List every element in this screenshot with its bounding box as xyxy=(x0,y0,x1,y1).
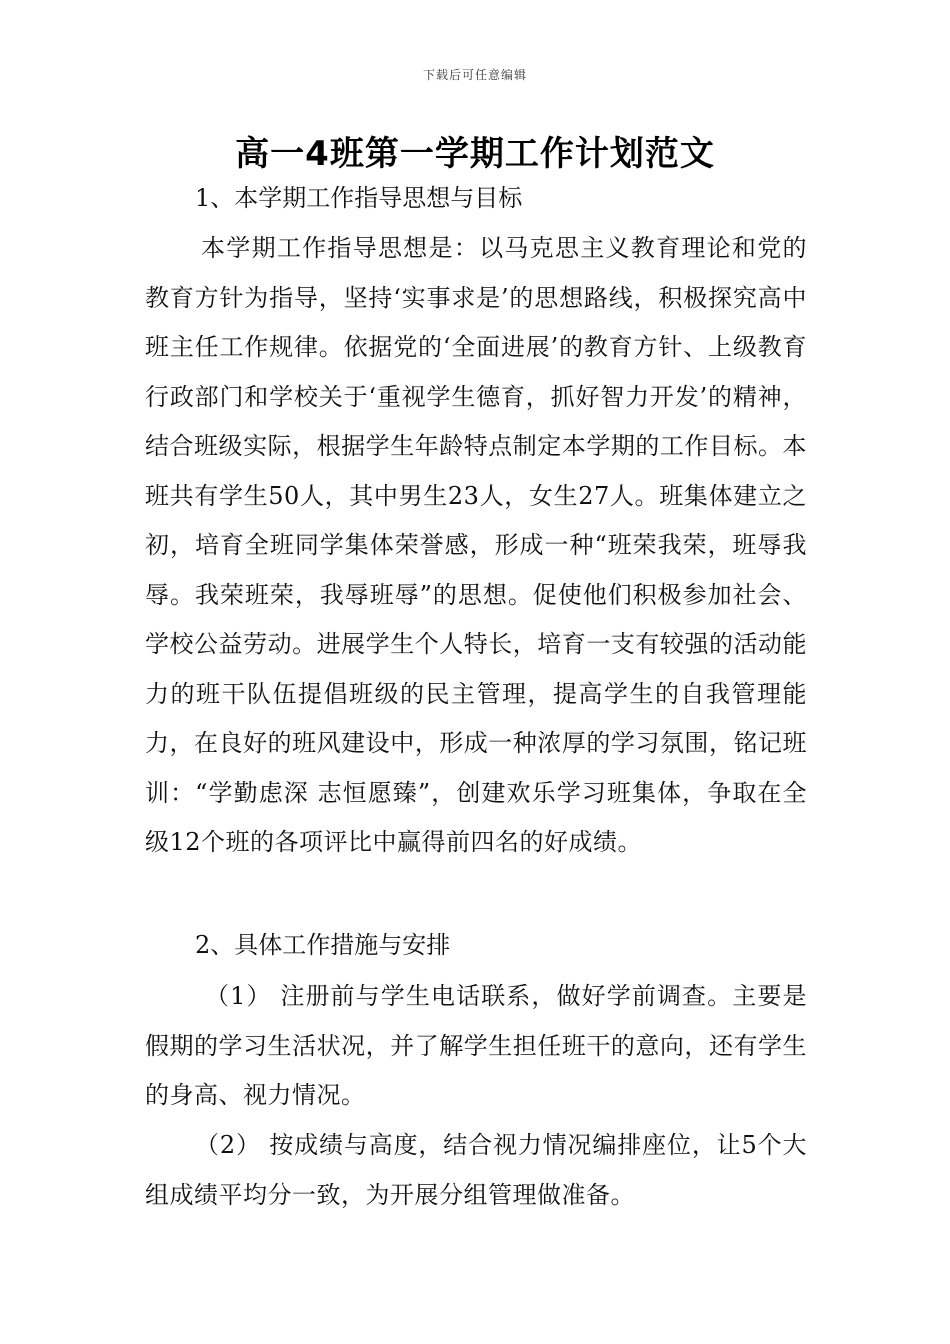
section-2-item-1: （1） 注册前与学生电话联系，做好学前调查。主要是假期的学习生活状况，并了解学生担任班干的意向，还有学生的身高、视力情况。 xyxy=(145,982,807,1109)
section-1-heading: 1、本学期工作指导思想与目标 xyxy=(195,184,523,212)
document-title: 高一4班第一学期工作计划范文 xyxy=(235,134,715,174)
section-2-heading: 2、具体工作措施与安排 xyxy=(195,931,451,959)
section-1-paragraph: 本学期工作指导思想是：以马克思主义教育理论和党的教育方针为指导，坚持‘实事求是’的思想路线，积极探究高中班主任工作规律。依据党的‘全面进展’的教育方针、上级教育行政部门和学校关于‘重视学生德育，抓好智力开发’的精神，结合班级实际，根据学生年龄特点制定本学期的工作目标。本班共有学生50人，其中男生23人，女生27人。班集体建立之初，培育全班同学集体荣誉感，形成一种“班荣我荣，班辱我辱。我荣班荣，我辱班辱”的思想。促使他们积极参加社会、学校公益劳动。进展学生个人特长，培育一支有较强的活动能力的班干队伍提倡班级的民主管理，提高学生的自我管理能力，在良好的班风建设中，形成一种浓厚的学习氛围，铭记班训：“学勤虑深 志恒愿臻”，创建欢乐学习班集体，争取在全级12个班的各项评比中赢得前四名的好成绩。 xyxy=(145,234,807,856)
header-note: 下载后可任意编辑 xyxy=(422,68,527,82)
section-2-item-2: （2） 按成绩与高度，结合视力情况编排座位，让5个大组成绩平均分一致，为开展分组管理做准备。 xyxy=(145,1131,807,1209)
